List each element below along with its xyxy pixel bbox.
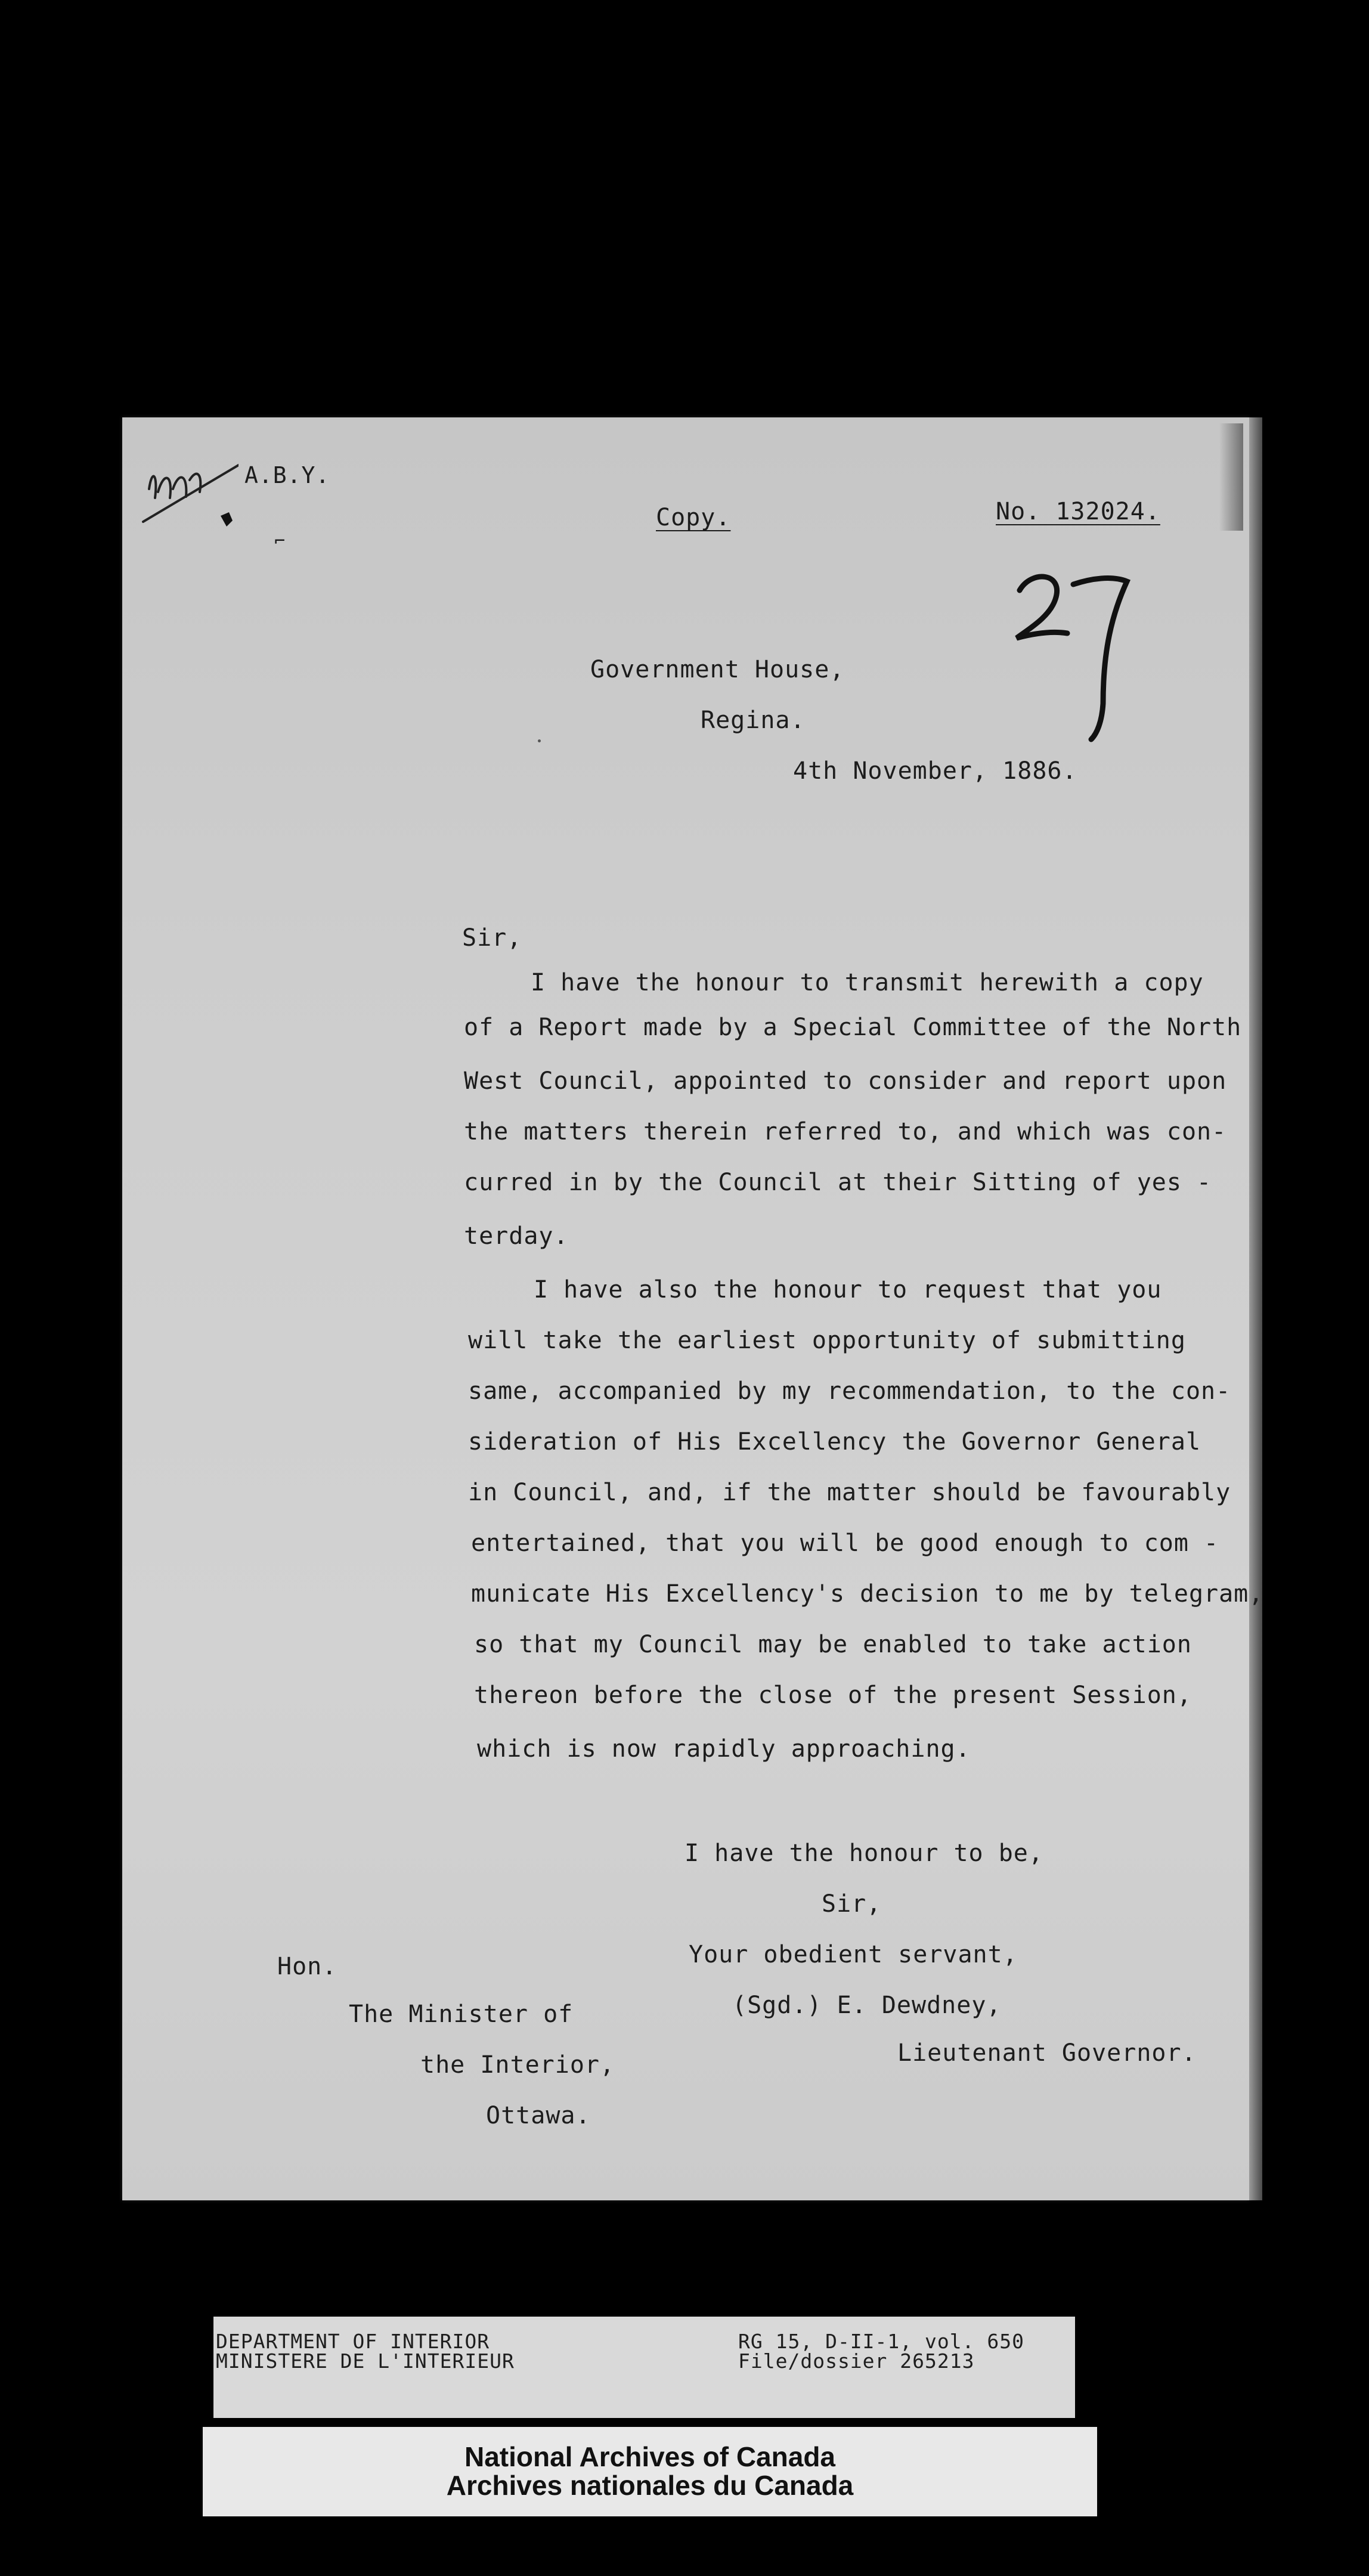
department-french: MINISTERE DE L'INTERIEUR xyxy=(216,2349,515,2373)
recipient-line-3: Ottawa. xyxy=(486,2102,591,2129)
letter-line: which is now rapidly approaching. xyxy=(477,1735,971,1763)
letter-line: same, accompanied by my recommendation, to the con- xyxy=(468,1377,1231,1405)
record-group-reference: RG 15, D-II-1, vol. 650 xyxy=(738,2330,1024,2353)
letter-line: West Council, appointed to consider and report upon xyxy=(464,1067,1227,1095)
letter-date: 4th November, 1886. xyxy=(793,757,1077,785)
letter-line: I have also the honour to request that you xyxy=(534,1276,1162,1304)
address-line-1: Government House, xyxy=(590,656,845,683)
closing-line-1: I have the honour to be, xyxy=(684,1840,1043,1867)
salutation: Sir, xyxy=(462,924,522,952)
letter-line: so that my Council may be enabled to take action xyxy=(474,1631,1192,1658)
banner-french: Archives nationales du Canada xyxy=(446,2470,854,2501)
letter-line: sideration of His Excellency the Governor General xyxy=(468,1428,1201,1456)
closing-line-3: Your obedient servant, xyxy=(689,1941,1018,1968)
letter-line: curred in by the Council at their Sitting of yes - xyxy=(464,1169,1212,1196)
letter-line: will take the earliest opportunity of submitting xyxy=(468,1327,1186,1354)
letter-line: in Council, and, if the matter should be favourably xyxy=(468,1479,1231,1506)
initials-label: A.B.Y. xyxy=(244,462,330,488)
handwritten-number-27 xyxy=(1008,566,1133,745)
letter-line: municate His Excellency's decision to me by telegram, xyxy=(471,1580,1264,1608)
page-curl-shadow xyxy=(1219,423,1243,531)
letter-line: terday. xyxy=(464,1222,569,1250)
page-edge xyxy=(1249,417,1262,2200)
signatory-title: Lieutenant Governor. xyxy=(897,2039,1197,2067)
letter-line: of a Report made by a Special Committee of the North xyxy=(464,1014,1242,1041)
address-line-2: Regina. xyxy=(701,707,806,734)
copy-label: Copy. xyxy=(656,504,731,531)
letter-line: entertained, that you will be good enough to com - xyxy=(471,1530,1219,1557)
banner-english: National Archives of Canada xyxy=(464,2441,835,2472)
small-mark: ⌐ xyxy=(274,531,286,552)
archive-banner xyxy=(203,2427,1097,2516)
file-reference: File/dossier 265213 xyxy=(738,2349,975,2373)
paper-speck xyxy=(538,739,541,742)
closing-line-2: Sir, xyxy=(822,1890,882,1918)
department-english: DEPARTMENT OF INTERIOR xyxy=(216,2330,490,2353)
archive-reference-label xyxy=(213,2317,1075,2418)
handwritten-initials-mark xyxy=(137,456,239,552)
signature-line: (Sgd.) E. Dewdney, xyxy=(732,1992,1002,2019)
letter-line: thereon before the close of the present Session, xyxy=(474,1682,1192,1709)
recipient-line-1: The Minister of xyxy=(349,2001,574,2028)
file-number: No. 132024. xyxy=(996,498,1160,525)
letter-line: I have the honour to transmit herewith a copy xyxy=(531,969,1204,996)
letter-line: the matters therein referred to, and which was con- xyxy=(464,1118,1227,1145)
recipient-hon: Hon. xyxy=(277,1953,337,1980)
recipient-line-2: the Interior, xyxy=(420,2051,615,2079)
